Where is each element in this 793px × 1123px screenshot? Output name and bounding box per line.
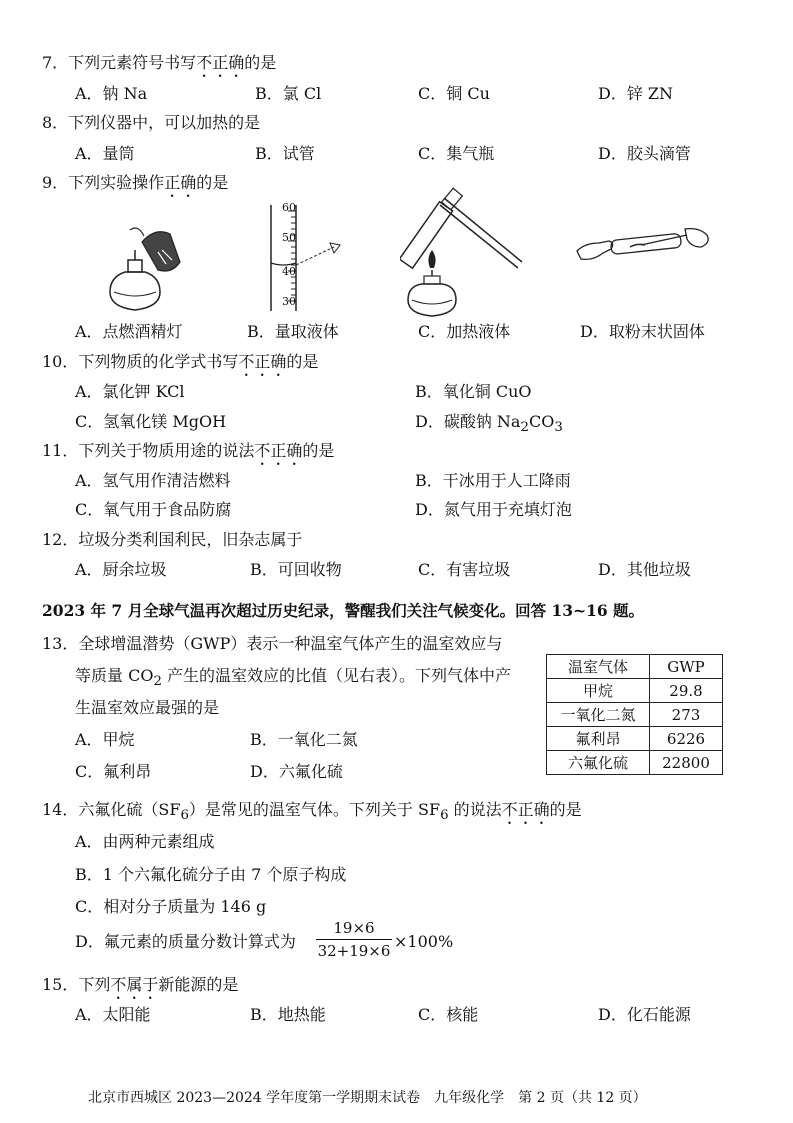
q12-option-b: B．可回收物 <box>250 560 342 579</box>
q15-stem: 15．下列不属于新能源的是 <box>42 975 239 994</box>
q9-stem: 9．下列实验操作正确的是 <box>42 173 229 192</box>
q11-stem: 11．下列关于物质用途的说法不正确的是 <box>42 441 335 460</box>
q10-option-c: C．氢氧化镁 MgOH <box>75 412 227 431</box>
cylinder-tick-50: 50 <box>282 231 296 244</box>
table-row <box>547 751 723 775</box>
q14-option-b: B．1 个六氟化硫分子由 7 个原子构成 <box>75 865 347 884</box>
q7-stem: 7．下列元素符号书写不正确的是 <box>42 53 277 72</box>
q11-option-a: A．氢气用作清洁燃料 <box>75 471 231 490</box>
q15-option-d: D．化石能源 <box>598 1005 691 1024</box>
q13-option-b: B．一氧化二氮 <box>250 730 358 749</box>
q15-option-c: C．核能 <box>418 1005 479 1024</box>
gwp-gas-cell: 氟利昂 <box>547 727 650 751</box>
q9-option-c: C．加热液体 <box>418 322 511 341</box>
gwp-header-value: GWP <box>650 655 723 679</box>
powder-solid-figure <box>575 225 715 275</box>
q9-option-a: A．点燃酒精灯 <box>75 322 183 341</box>
fraction-denominator: 32+19×6 <box>317 942 391 960</box>
q8-option-c: C．集气瓶 <box>418 144 495 163</box>
q12-option-c: C．有害垃圾 <box>418 560 511 579</box>
q14-option-d: D．氟元素的质量分数计算式为 <box>75 932 296 951</box>
fluorine-mass-fraction <box>316 918 392 961</box>
gwp-gas-cell: 甲烷 <box>547 679 650 703</box>
gwp-value-cell: 22800 <box>650 751 723 775</box>
fraction-percent: ×100% <box>394 932 454 951</box>
q13-stem-line3: 生温室效应最强的是 <box>75 698 220 717</box>
q10-stem: 10．下列物质的化学式书写不正确的是 <box>42 352 319 371</box>
gwp-value-cell: 29.8 <box>650 679 723 703</box>
fraction-bar <box>316 939 392 940</box>
q15-option-b: B．地热能 <box>250 1005 326 1024</box>
q12-stem: 12．垃圾分类利国利民，旧杂志属于 <box>42 530 303 549</box>
cylinder-tick-60: 60 <box>282 201 296 214</box>
q11-option-c: C．氧气用于食品防腐 <box>75 500 232 519</box>
q9-option-d: D．取粉末状固体 <box>580 322 705 341</box>
q13-stem-line2: 等质量 $CO_2$ 产生的温室效应的比值（见右表）。下列气体中产 <box>75 666 512 690</box>
q14-option-a: A．由两种元素组成 <box>75 832 215 851</box>
gwp-value-cell: 6226 <box>650 727 723 751</box>
q13-stem-line1: 13．全球增温潜势（GWP）表示一种温室气体产生的温室效应与 <box>42 634 503 653</box>
q10-option-d: D．碳酸钠 $Na_2CO_3$ <box>415 412 563 436</box>
gwp-header-gas: 温室气体 <box>547 655 650 679</box>
q13-option-a: A．甲烷 <box>75 730 135 749</box>
table-row <box>547 703 723 727</box>
gwp-value-cell: 273 <box>650 703 723 727</box>
q14-stem: 14．六氟化硫$(SF_6)$是常见的温室气体。下列关于 $SF_6$ 的说法不正确的是 <box>42 800 582 824</box>
q11-option-b: B．干冰用于人工降雨 <box>415 471 571 490</box>
q10-option-a: A．氯化钾 KCl <box>75 382 185 401</box>
q9-option-b: B．量取液体 <box>247 322 339 341</box>
table-row <box>547 727 723 751</box>
q7-option-a: A．钠 Na <box>75 84 148 103</box>
q7-option-d: D．锌 ZN <box>598 84 674 103</box>
gwp-gas-cell: 六氟化硫 <box>547 751 650 775</box>
q7-option-b: B．氯 Cl <box>255 84 322 103</box>
q7-option-c: C．铜 Cu <box>418 84 490 103</box>
table-row <box>547 679 723 703</box>
q14-option-c: C．相对分子质量为 146 g <box>75 897 267 916</box>
q11-option-d: D．氮气用于充填灯泡 <box>415 500 572 519</box>
cylinder-tick-30: 30 <box>282 295 296 308</box>
q8-option-b: B．试管 <box>255 144 315 163</box>
q8-stem: 8．下列仪器中，可以加热的是 <box>42 113 261 132</box>
graduated-cylinder-figure <box>268 203 348 315</box>
q8-option-d: D．胶头滴管 <box>598 144 691 163</box>
q15-option-a: A．太阳能 <box>75 1005 151 1024</box>
q13-option-d: D．六氟化硫 <box>250 762 343 781</box>
fraction-numerator: 19×6 <box>333 919 375 937</box>
heating-liquid-figure <box>400 180 530 320</box>
alcohol-lamp-lighting-figure <box>100 222 190 317</box>
gwp-table <box>546 654 723 775</box>
q8-option-a: A．量筒 <box>75 144 135 163</box>
page-footer: 北京市西城区 2023—2024 学年度第一学期期末试卷 九年级化学 第 2 页（共 12 页） <box>88 1090 647 1106</box>
cylinder-tick-40: 40 <box>282 265 296 278</box>
gwp-gas-cell: 一氧化二氮 <box>547 703 650 727</box>
q13-option-c: C．氟利昂 <box>75 762 152 781</box>
q12-option-d: D．其他垃圾 <box>598 560 691 579</box>
q12-option-a: A．厨余垃圾 <box>75 560 167 579</box>
section-intro: 2023 年 7 月全球气温再次超过历史纪录，警醒我们关注气候变化。回答 13~16 题。 <box>42 601 645 620</box>
q10-option-b: B．氧化铜 CuO <box>415 382 532 401</box>
gwp-table-header <box>547 655 723 679</box>
